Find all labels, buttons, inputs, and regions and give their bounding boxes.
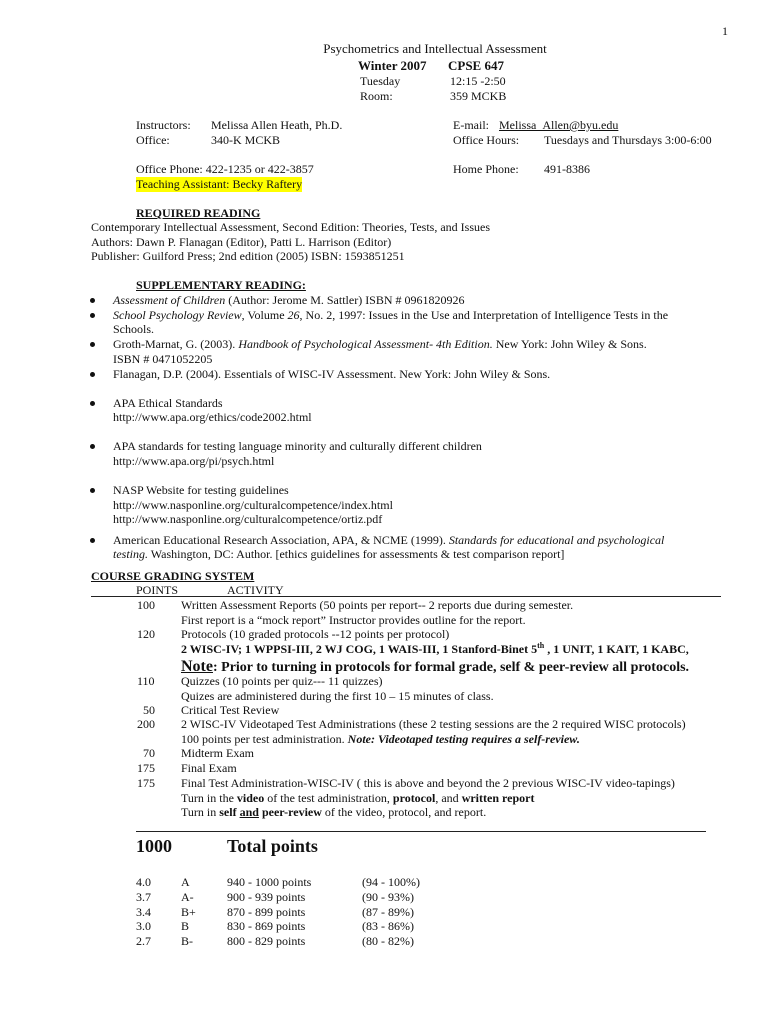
bullet-icon — [90, 298, 95, 303]
row-reports-points: 100 — [137, 598, 155, 612]
scale-pct-0: (94 - 100%) — [362, 875, 420, 889]
scale-grade-1: A- — [181, 890, 194, 904]
row-review-activity: Critical Test Review — [181, 703, 280, 717]
fa1-protocol: protocol — [392, 791, 436, 805]
scale-pct-3: (83 - 86%) — [362, 919, 414, 933]
scale-grade-4: B- — [181, 934, 193, 948]
bullet-icon — [90, 401, 95, 406]
row-midterm-points: 70 — [143, 746, 155, 760]
fa1-report: written report — [461, 791, 535, 805]
row-reports-activity: Written Assessment Reports (50 points per report-- 2 reports due during semester. — [181, 598, 574, 612]
course-title: Psychometrics and Intellectual Assessment — [323, 41, 547, 56]
supp-3-title: Handbook of Psychological Assessment- 4th Edition. — [238, 337, 493, 351]
row-video-activity: 2 WISC-IV Videotaped Test Administrations (these 2 testing sessions are the 2 required WISC protocols) — [181, 717, 686, 731]
total-points-value: 1000 — [136, 836, 172, 856]
video-detail-text: 100 points per test administration. — [181, 732, 348, 746]
row-quizzes-activity: Quizzes (10 points per quiz--- 11 quizzes) — [181, 674, 383, 688]
fa2-and: and — [239, 805, 259, 819]
supp-7-url-2[interactable]: http://www.nasponline.org/culturalcompetence/ortiz.pdf — [113, 512, 383, 526]
fa2-peer: peer-review — [258, 805, 322, 819]
supp-1-rest: (Author: Jerome M. Sattler) ISBN # 0961820926 — [225, 293, 465, 307]
row-final-admin-detail-2 — [181, 805, 486, 820]
header-divider — [91, 596, 721, 597]
row-reports-detail: First report is a “mock report” Instructor provides outline for the report. — [181, 613, 526, 627]
scale-range-4: 800 - 829 points — [227, 934, 306, 948]
row-final-points: 175 — [137, 761, 155, 775]
row-review-points: 50 — [143, 703, 155, 717]
supp-3-line-2: ISBN # 0471052205 — [113, 352, 213, 366]
supp-8-title: Standards for educational and psychological — [448, 533, 665, 547]
scale-range-0: 940 - 1000 points — [227, 875, 312, 889]
fa1-mid: of the test administration, — [264, 791, 393, 805]
required-line-1: Contemporary Intellectual Assessment, Second Edition: Theories, Tests, and Issues — [91, 220, 490, 234]
office-label: Office: — [136, 133, 170, 147]
scale-grade-3: B — [181, 919, 190, 933]
supp-3-rest: New York: John Wiley & Sons. — [492, 337, 647, 351]
email-label: E-mail: — [453, 118, 489, 132]
row-quizzes-detail: Quizes are administered during the first 10 – 15 minutes of class. — [181, 689, 494, 703]
bullet-icon — [90, 538, 95, 543]
scale-pct-1: (90 - 93%) — [362, 890, 414, 904]
row-final-admin-activity: Final Test Administration-WISC-IV ( this is above and beyond the 2 previous WISC-IV video-tapings) — [181, 776, 675, 790]
bullet-icon — [90, 488, 95, 493]
scale-pct-4: (80 - 82%) — [362, 934, 414, 948]
home-phone-label: Home Phone: — [453, 162, 519, 176]
bullet-icon — [90, 444, 95, 449]
row-midterm-activity: Midterm Exam — [181, 746, 254, 760]
course-term: Winter 2007 — [358, 58, 427, 73]
protocols-list-b: , 1 UNIT, 1 KAIT, 1 KABC, — [544, 642, 689, 656]
supp-8-pre: American Educational Research Association, APA, & NCME (1999). — [113, 533, 449, 547]
email-link[interactable]: Melissa_Allen@byu.edu — [499, 118, 619, 132]
supp-8-line-2 — [113, 547, 564, 562]
fa2-self: self — [219, 805, 240, 819]
teaching-assistant: Teaching Assistant: Becky Raftery — [136, 177, 303, 191]
bullet-icon — [90, 313, 95, 318]
instructors-label: Instructors: — [136, 118, 191, 132]
supp-7-url-1[interactable]: http://www.nasponline.org/culturalcompetence/index.html — [113, 498, 393, 512]
total-divider — [136, 831, 706, 832]
home-phone-value: 491-8386 — [544, 162, 590, 176]
scale-grade-2: B+ — [181, 905, 196, 919]
row-protocols-list — [181, 642, 689, 657]
supp-item-6: APA standards for testing language minority and culturally different children — [113, 439, 482, 453]
scale-gpa-3: 3.0 — [136, 919, 151, 933]
row-final-admin-detail-1 — [181, 791, 534, 806]
scale-gpa-1: 3.7 — [136, 890, 151, 904]
office-phone: Office Phone: 422-1235 or 422-3857 — [136, 162, 314, 176]
video-detail-note: Note: Videotaped testing requires a self-review. — [347, 732, 580, 746]
supp-item-3 — [113, 337, 647, 352]
supp-1-title: Assessment of Children — [113, 293, 226, 307]
course-number: CPSE 647 — [448, 58, 504, 73]
row-video-points: 200 — [137, 717, 155, 731]
class-day: Tuesday — [360, 74, 401, 88]
office-hours-value: Tuesdays and Thursdays 3:00-6:00 — [544, 133, 712, 147]
supp-3-pre: Groth-Marnat, G. (2003). — [113, 337, 239, 351]
scale-grade-0: A — [181, 875, 190, 889]
office-value: 340-K MCKB — [211, 133, 281, 147]
supp-8-title-2: testing. — [113, 547, 148, 561]
supp-item-7: NASP Website for testing guidelines — [113, 483, 289, 497]
supp-item-1 — [113, 293, 465, 308]
fa1-pre: Turn in the — [181, 791, 237, 805]
supp-2-title: School Psychology Review — [113, 308, 242, 322]
row-final-activity: Final Exam — [181, 761, 237, 775]
fa2-rest: of the video, protocol, and report. — [321, 805, 487, 819]
scale-pct-2: (87 - 89%) — [362, 905, 414, 919]
supp-2-volume: 26 — [287, 308, 300, 322]
required-line-2: Authors: Dawn P. Flanagan (Editor), Patti L. Harrison (Editor) — [91, 235, 392, 249]
row-protocols-activity: Protocols (10 graded protocols --12 points per protocol) — [181, 627, 450, 641]
scale-range-1: 900 - 939 points — [227, 890, 306, 904]
note-label: Note — [181, 658, 213, 675]
supp-8-rest: Washington, DC: Author. [ethics guidelines for assessments & test comparison report] — [148, 547, 565, 561]
fa2-pre: Turn in — [181, 805, 220, 819]
required-line-3: Publisher: Guilford Press; 2nd edition (2005) ISBN: 1593851251 — [91, 249, 405, 263]
bullet-icon — [90, 342, 95, 347]
row-quizzes-points: 110 — [137, 674, 155, 688]
fa1-and: , and — [435, 791, 462, 805]
col-points-header: POINTS — [136, 583, 179, 597]
supp-2-mid: , Volume — [241, 308, 288, 322]
bullet-icon — [90, 372, 95, 377]
total-points-label: Total points — [227, 836, 318, 856]
protocols-list-a: 2 WISC-IV; 1 WPPSI-III, 2 WJ COG, 1 WAIS-III, 1 Stanford-Binet 5 — [181, 642, 538, 656]
scale-range-3: 830 - 869 points — [227, 919, 306, 933]
supp-item-8 — [113, 533, 664, 548]
row-final-admin-points: 175 — [137, 776, 155, 790]
row-protocols-points: 120 — [137, 627, 155, 641]
instructors-value: Melissa Allen Heath, Ph.D. — [211, 118, 343, 132]
supp-5-url[interactable]: http://www.apa.org/ethics/code2002.html — [113, 410, 312, 424]
fa1-video: video — [236, 791, 265, 805]
row-video-detail — [181, 732, 580, 747]
supplementary-heading: SUPPLEMENTARY READING: — [136, 278, 306, 292]
scale-range-2: 870 - 899 points — [227, 905, 306, 919]
scale-gpa-4: 2.7 — [136, 934, 151, 948]
room-value: 359 MCKB — [450, 89, 507, 103]
note-text: : Prior to turning in protocols for formal grade, self & peer-review all protocols. — [212, 660, 690, 675]
supp-2-rest: , No. 2, 1997: Issues in the Use and Interpretation of Intelligence Tests in the — [299, 308, 669, 322]
page-number: 1 — [722, 24, 728, 38]
scale-gpa-2: 3.4 — [136, 905, 151, 919]
col-activity-header: ACTIVITY — [227, 583, 284, 597]
supp-item-2 — [113, 308, 668, 323]
supp-2-line-2: Schools. — [113, 322, 155, 336]
grading-heading: COURSE GRADING SYSTEM — [91, 569, 255, 583]
scale-gpa-0: 4.0 — [136, 875, 151, 889]
required-reading-heading: REQUIRED READING — [136, 206, 261, 220]
room-label: Room: — [360, 89, 393, 103]
protocols-list-sup: th — [537, 641, 545, 650]
office-hours-label: Office Hours: — [453, 133, 520, 147]
supp-item-5: APA Ethical Standards — [113, 396, 223, 410]
supp-6-url[interactable]: http://www.apa.org/pi/psych.html — [113, 454, 275, 468]
supp-item-4: Flanagan, D.P. (2004). Essentials of WISC-IV Assessment. New York: John Wiley & Sons. — [113, 367, 551, 381]
class-time: 12:15 -2:50 — [450, 74, 506, 88]
